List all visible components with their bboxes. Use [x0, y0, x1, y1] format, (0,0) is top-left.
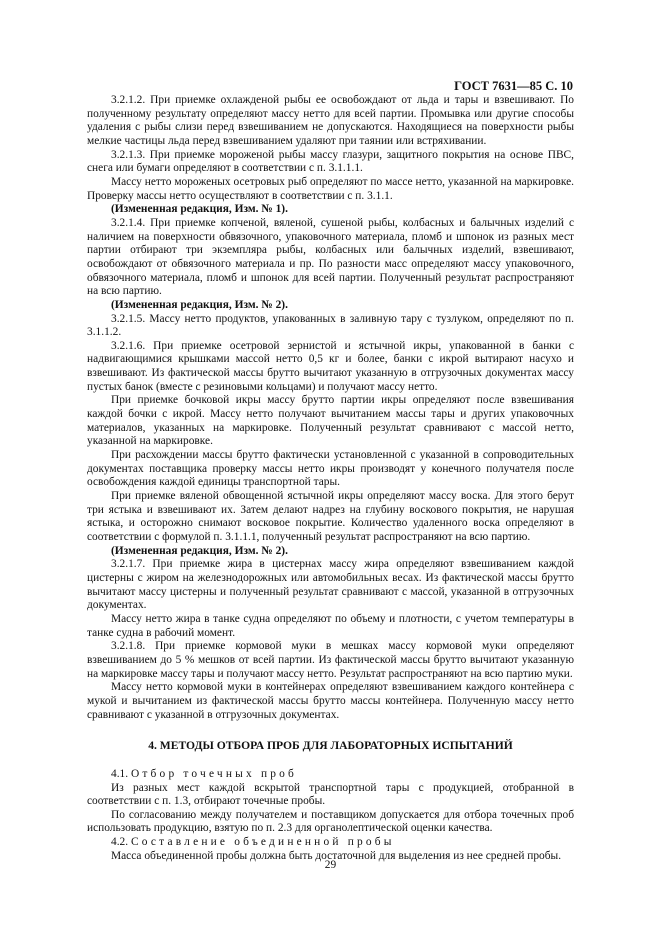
paragraph: 3.2.1.7. При приемке жира в цистернах массу жира определяют взвешиванием каждой цистерны с жиром на железнодорожных или автомобильных весах. Из фактической массы брутто вычитают массу цистерны и полученный результат сравнивают с массой, указанной в отгрузочных документах. — [87, 558, 574, 612]
paragraph: При приемке вяленой обвощенной ястычной икры определяют массу воска. Для этого берут три ястыка и взвешивают их. Затем делают надрез на глубину воскового покрытия, не нарушая ястыка, и осторожно снимают восковое покрытие. Количество удаленного воска определяют в соответствии с формулой п. 3.1.1.1, полученный результат распространяют на всю партию. — [87, 490, 574, 543]
amendment-note: (Измененная редакция, Изм. № 2). — [111, 298, 288, 311]
paragraph: Из разных мест каждой вскрытой транспортной тары с продукцией, отобранной в соответствии с п. 1.3, отбирают точечные пробы. — [87, 781, 574, 808]
paragraph: 3.2.1.5. Массу нетто продуктов, упакованных в заливную тару с тузлуком, определяют по п. 3.1.1.2. — [87, 312, 574, 339]
subsection-title: Отбор точечных проб — [130, 767, 298, 780]
paragraph: Массу нетто жира в танке судна определяют по объему и плотности, с учетом температуры в танке судна в рабочий момент. — [87, 612, 574, 639]
paragraph: 3.2.1.2. При приемке охлажденой рыбы ее освобождают от льда и тары и взвешивают. По полученному результату определяют массу нетто для всей партии. Промывка или другие способы удаления с рыбы слизи перед взвешиванием не допускаются. Находящиеся на поверхности рыбы мелкие частицы льда перед взвешиванием удаляют при таянии или встряхивании. — [87, 94, 574, 147]
paragraph: Массу нетто мороженых осетровых рыб определяют по массе нетто, указанной на маркировке. Проверку массы нетто осуществляют в соответствии с п. 3.1.1. — [87, 175, 574, 202]
amendment-note: (Измененная редакция, Изм. № 2). — [111, 544, 288, 557]
subsection-heading — [87, 836, 574, 850]
subsection-number: 4.1. — [111, 767, 129, 780]
paragraph: При расхождении массы брутто фактически установленной с указанной в сопроводительных документах поставщика проверку массы нетто икры производят у конечного получателя после освобождения каждой единицы транспортной тары. — [87, 449, 574, 489]
paragraph: По согласованию между получателем и поставщиком допускается для отбора точечных проб использовать продукцию, взятую по п. 2.3 для органолептической оценки качества. — [87, 808, 574, 835]
subsection-title: Составление объединенной пробы — [130, 836, 395, 849]
subsection-number: 4.2. — [111, 836, 129, 849]
amendment-note: (Измененная редакция, Изм. № 1). — [111, 203, 288, 216]
subsection-heading — [87, 768, 574, 782]
document-body — [87, 94, 574, 863]
paragraph: Масса объединенной пробы должна быть достаточной для выделения из нее средней пробы. — [111, 849, 562, 862]
paragraph: При приемке бочковой икры массу брутто партии икры определяют после взвешивания каждой бочки с икрой. Массу нетто получают вычитанием массы тары и других упаковочных материалов, указанных на маркировке. Полученный результат сравнивают с массой нетто, указанной на маркировке. — [87, 394, 574, 448]
page-header: ГОСТ 7631—85 С. 10 — [454, 79, 573, 93]
paragraph: 3.2.1.6. При приемке осетровой зернистой и ястычной икры, упакованной в банки с надвигающимися крышками массой нетто 0,5 кг и более, банки с икрой вытирают насухо и взвешивают. Из фактической массы брутто вычитают указанную в отгрузочных документах массу пустых банок (вместе с резиновыми кольцами) и получают массу нетто. — [87, 339, 574, 393]
paragraph: 3.2.1.8. При приемке кормовой муки в мешках массу кормовой муки определяют взвешиванием до 5 % мешков от всей партии. Из фактической массы брутто вычитают указанную на маркировке массу тары и получают массу нетто. Результат распространяют на всю партию муки. — [87, 640, 574, 680]
page-number: 29 — [324, 859, 337, 871]
paragraph: Массу нетто кормовой муки в контейнерах определяют взвешиванием каждого контейнера с мукой и вычитанием из фактической массы брутто массы контейнера. Полученную массу нетто сравнивают с указанной в отгрузочных документах. — [87, 681, 574, 721]
paragraph: 3.2.1.3. При приемке мороженой рыбы массу глазури, защитного покрытия на основе ПВС, снега или бумаги определяют в соответствии с п. 3.1.1.1. — [87, 148, 574, 175]
paragraph: 3.2.1.4. При приемке копченой, вяленой, сушеной рыбы, колбасных и балычных изделий с наличием на поверхности обвязочного, упаковочного материала, пломб и шпонок из разных мест партии отбирают три экземпляра рыбы, колбасных или балычных изделий, взвешивают, освобождают от обвязочного материала и пр. По разности масс определяют массу упаковочного, обвязочного материала, пломб и шпонок для всей партии. Полученный результат распространяют на всю партию. — [87, 216, 574, 298]
section-heading: 4. МЕТОДЫ ОТБОРА ПРОБ ДЛЯ ЛАБОРАТОРНЫХ ИСПЫТАНИЙ — [148, 739, 513, 753]
